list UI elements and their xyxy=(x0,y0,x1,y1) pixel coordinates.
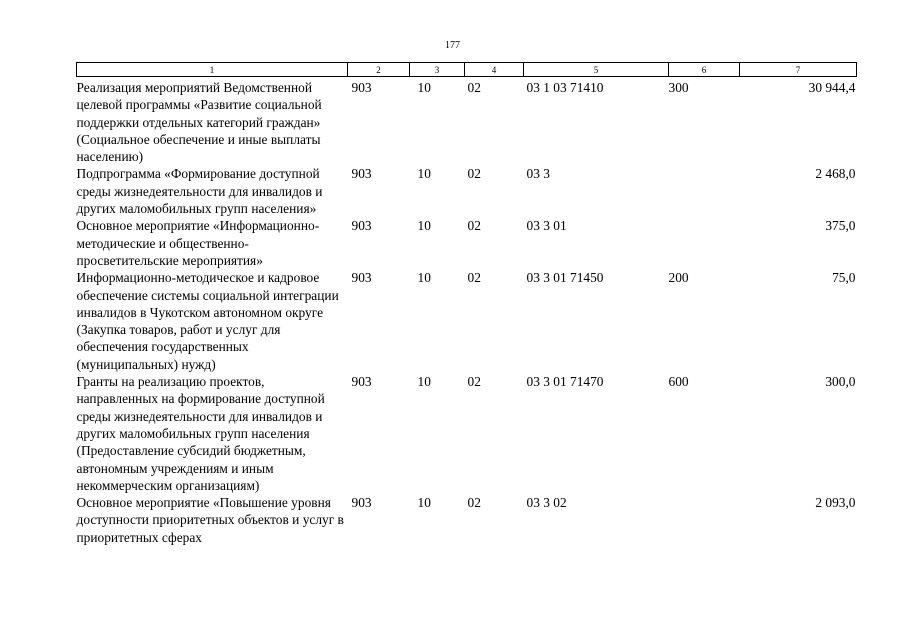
row-csr: 03 3 02 xyxy=(526,495,567,511)
row-gp: 903 xyxy=(351,166,372,182)
budget-table xyxy=(76,62,857,546)
row-name: Основное мероприятие «Повышение уровня доступности приоритетных объектов и услуг в приоритетных сферах xyxy=(76,495,344,545)
table-row xyxy=(77,217,857,269)
row-pr: 02 xyxy=(467,80,481,95)
row-amount: 30 944,4 xyxy=(808,80,856,95)
header-row xyxy=(77,63,857,77)
row-csr: 03 1 03 71410 xyxy=(526,80,604,95)
row-name: Информационно-методическое и кадровое обеспечение системы социальной интеграции инвалидов в Чукотском автономном округе (Закупка товаров, работ и услуг для обеспечения государственных (муниципальных) нужд) xyxy=(76,270,339,372)
header-col-5: 5 xyxy=(524,63,669,77)
header-col-2: 2 xyxy=(348,63,410,77)
row-csr: 03 3 01 xyxy=(526,218,567,234)
page-number: 177 xyxy=(445,40,460,51)
row-gp: 903 xyxy=(351,218,372,234)
row-pr: 02 xyxy=(467,374,481,390)
row-rz: 10 xyxy=(417,374,431,390)
row-csr: 03 3 01 71450 xyxy=(526,270,604,286)
row-pr: 02 xyxy=(467,270,481,286)
table-row xyxy=(77,77,857,166)
row-vr xyxy=(669,165,740,217)
table-row xyxy=(77,373,857,494)
row-vr: 200 xyxy=(668,270,689,286)
row-gp: 903 xyxy=(351,80,372,95)
row-gp: 903 xyxy=(351,495,372,511)
row-csr: 03 3 01 71470 xyxy=(526,374,604,390)
row-name: Основное мероприятие «Информационно-методические и общественно-просветительские мероприятия» xyxy=(76,218,320,268)
table-row xyxy=(77,269,857,373)
row-rz: 10 xyxy=(417,495,431,511)
header-col-1: 1 xyxy=(77,63,348,77)
row-amount: 2 468,0 xyxy=(815,166,856,182)
header-col-4: 4 xyxy=(465,63,524,77)
row-gp: 903 xyxy=(351,374,372,390)
row-pr: 02 xyxy=(467,218,481,234)
row-amount: 375,0 xyxy=(825,218,856,234)
row-rz: 10 xyxy=(417,270,431,286)
row-rz: 10 xyxy=(417,218,431,234)
table-row xyxy=(77,165,857,217)
row-rz: 10 xyxy=(417,166,431,182)
row-rz: 10 xyxy=(417,80,431,95)
row-vr xyxy=(669,217,740,269)
row-name: Подпрограмма «Формирование доступной среды жизнедеятельности для инвалидов и других маломобильных групп населения» xyxy=(76,166,323,217)
row-csr: 03 3 xyxy=(526,166,550,182)
row-amount: 75,0 xyxy=(832,270,856,286)
row-amount: 300,0 xyxy=(825,374,856,390)
header-col-7: 7 xyxy=(740,63,857,77)
row-name: Гранты на реализацию проектов, направленных на формирование доступной среды жизнедеятельности для инвалидов и других маломобильных групп населения (Предоставление субсидий бюджетным, автономным учреждениям и иным некоммерческим организациям) xyxy=(76,374,325,493)
table-header xyxy=(77,63,857,77)
table-body xyxy=(77,77,857,547)
row-gp: 903 xyxy=(351,270,372,286)
header-col-3: 3 xyxy=(410,63,465,77)
table-row xyxy=(77,494,857,546)
row-pr: 02 xyxy=(467,166,481,182)
row-vr: 600 xyxy=(668,374,689,390)
row-name: Реализация мероприятий Ведомственной целевой программы «Развитие социальной поддержки отдельных категорий граждан» (Социальное обеспечение и иные выплаты населению) xyxy=(76,80,322,165)
row-vr xyxy=(669,494,740,546)
row-vr: 300 xyxy=(668,80,689,95)
header-col-6: 6 xyxy=(669,63,740,77)
row-amount: 2 093,0 xyxy=(815,495,856,511)
row-pr: 02 xyxy=(467,495,481,511)
